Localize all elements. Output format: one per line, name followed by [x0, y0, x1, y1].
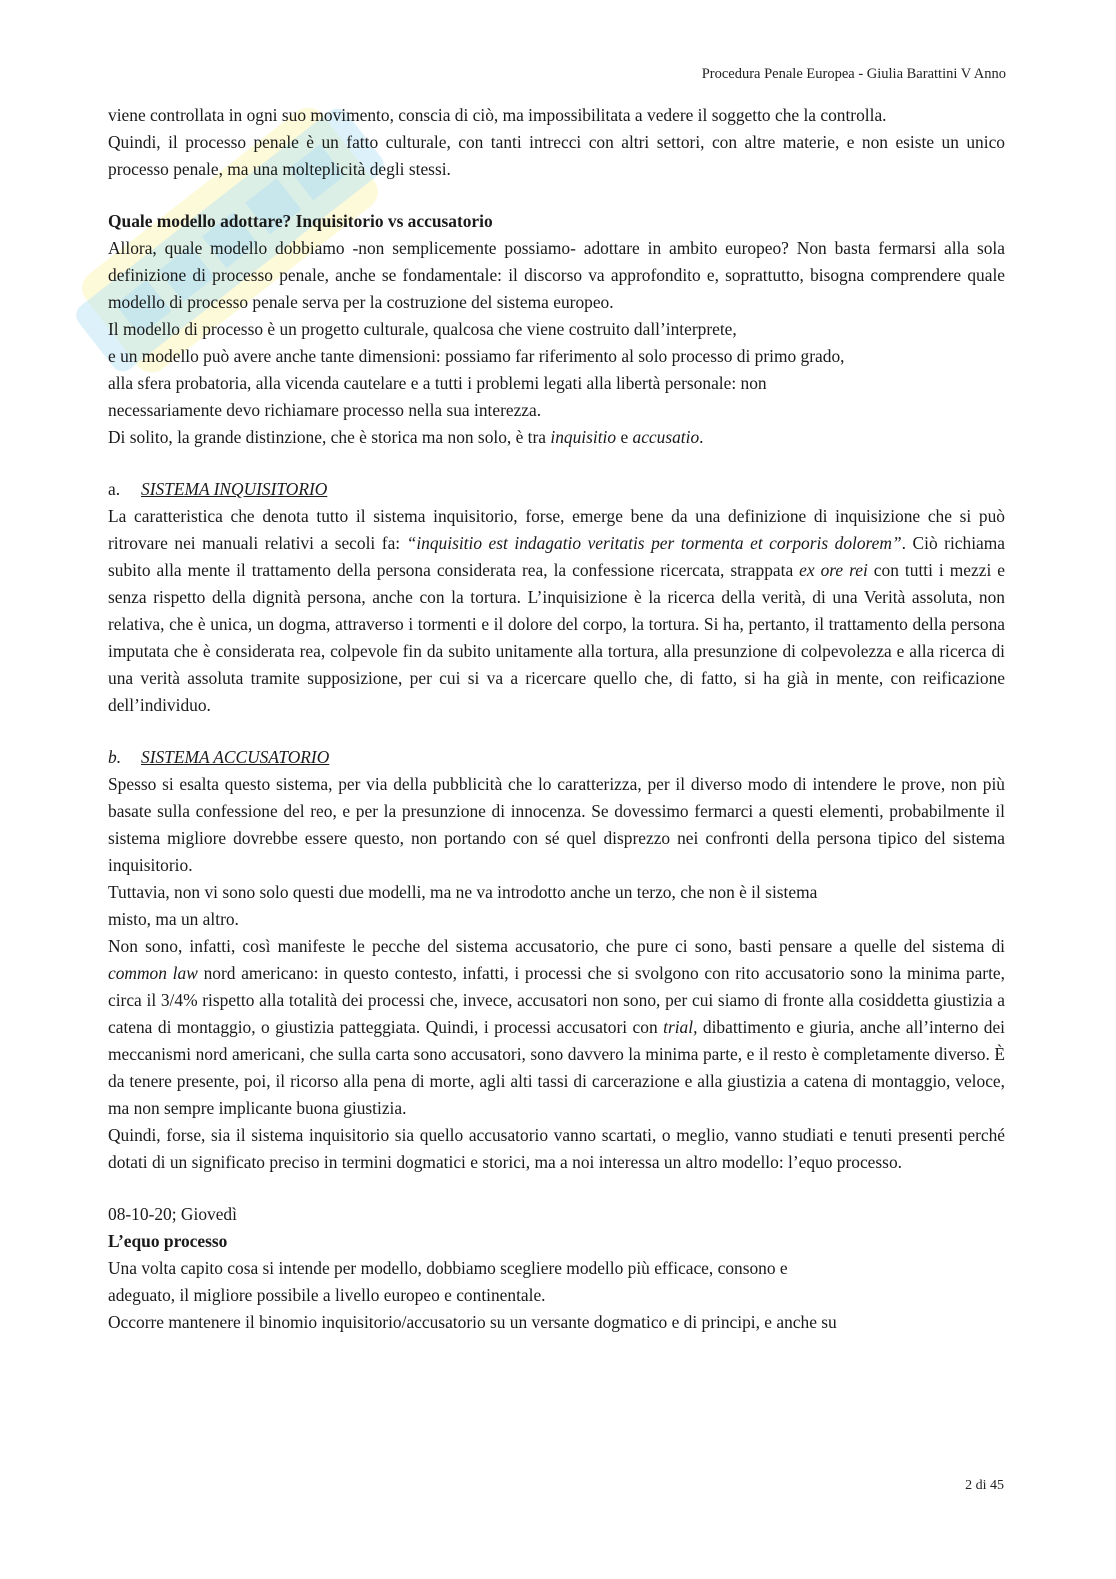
modello-paragraph-1: Allora, quale modello dobbiamo -non semplicemente possiamo- adottare in ambito europeo? Non basta fermarsi alla sola definizione di processo penale, anche se fondamentale: il discorso va approfondito e, soprattutto, bisogna comprendere quale modello di processo penale serva per la costruzione del sistema europeo.: [108, 238, 1005, 312]
latin-ex-ore-rei: ex ore rei: [799, 560, 868, 580]
modello-line-4: necessariamente devo richiamare processo nella sua interezza.: [108, 400, 542, 420]
modello-paragraph-3: [108, 424, 1005, 451]
intro-paragraph-2: Quindi, il processo penale è un fatto culturale, con tanti intrecci con altri settori, con altre materie, e non esiste un unico processo penale, ma una molteplicità degli stessi.: [108, 132, 1005, 179]
equo-line-1: Una volta capito cosa si intende per modello, dobbiamo scegliere modello più efficace, consono e: [108, 1258, 788, 1278]
running-header: Procedura Penale Europea - Giulia Barattini V Anno: [701, 66, 1006, 82]
page-number: 2 di 45: [965, 1478, 1004, 1493]
intro-paragraph-1: viene controllata in ogni suo movimento, conscia di ciò, ma impossibilitata a vedere il soggetto che la controlla.: [108, 105, 887, 125]
equo-line-2: adeguato, il migliore possibile a livello europeo e continentale.: [108, 1285, 546, 1305]
modello-p3-end: .: [699, 427, 704, 447]
lecture-date: 08-10-20; Giovedì: [108, 1204, 237, 1224]
modello-p3-mid: e: [616, 427, 633, 447]
section-heading-equo-processo: L’equo processo: [108, 1231, 228, 1251]
inquisitorio-text-3: con tutti i mezzi e senza rispetto della dignità persona, anche con la tortura. L’inquisizione è la ricerca della verità, di una Verità assoluta, non relativa, che è unica, un dogma, attraverso i tormenti e il dolore del corpo, la tortura. Si ha, pertanto, il trattamento della persona imputata che è considerata rea, colpevole fin da subito unitamente alla tortura, alla presunzione di colpevolezza e alla ricerca di una verità assoluta tramite supposizione, per cui si va a ricercare quello che, di fatto, si ha già in mente, con reificazione dell’individuo.: [108, 560, 1005, 715]
term-common-law: common law: [108, 963, 198, 983]
accusatorio-line-2: misto, ma un altro.: [108, 909, 239, 929]
subsection-heading-accusatorio: [108, 744, 1005, 771]
inquisitorio-paragraph: [108, 503, 1005, 719]
inquisitorio-text-2: . Ciò richiama subito alla mente il trattamento della persona considerata rea, la confessione ricercata, strappata: [108, 533, 1005, 580]
accusatorio-paragraph-1: Spesso si esalta questo sistema, per via della pubblicità che lo caratterizza, per il diverso modo di intendere le prove, non più basate sulla confessione del reo, e per la presunzione di innocenza. Se dovessimo fermarci a questi elementi, probabilmente il sistema migliore dovrebbe essere questo, non portando con sé quel disprezzo nei confronti della persona tipico del sistema inquisitorio.: [108, 774, 1005, 875]
accusatorio-p3-text-1: Non sono, infatti, così manifeste le pecche del sistema accusatorio, che pure ci sono, basti pensare a quelle del sistema di: [108, 936, 1005, 956]
modello-line-1: Il modello di processo è un progetto culturale, qualcosa che viene costruito dall’interprete,: [108, 319, 737, 339]
accusatorio-line-1: Tuttavia, non vi sono solo questi due modelli, ma ne va introdotto anche un terzo, che non è il sistema: [108, 882, 818, 902]
page-body: [108, 102, 1005, 1336]
accusatorio-paragraph-4: Quindi, forse, sia il sistema inquisitorio sia quello accusatorio vanno scartati, o meglio, vanno studiati e tenuti presenti perché dotati di un significato preciso in termini dogmatici e storici, ma a noi interessa un altro modello: l’equo processo.: [108, 1125, 1005, 1172]
subsection-title-accusatorio: SISTEMA ACCUSATORIO: [141, 747, 330, 767]
accusatorio-paragraph-3: [108, 933, 1005, 1122]
latin-quote: “inquisitio est indagatio veritatis per tormenta et corporis dolorem”: [406, 533, 902, 553]
section-heading-modello: Quale modello adottare? Inquisitorio vs accusatorio: [108, 211, 493, 231]
subsection-label-b: b.: [108, 747, 122, 767]
subsection-label-a: a.: [108, 479, 121, 499]
modello-line-2: e un modello può avere anche tante dimensioni: possiamo far riferimento al solo processo di primo grado,: [108, 346, 845, 366]
equo-line-3: Occorre mantenere il binomio inquisitorio/accusatorio su un versante dogmatico e di principi, e anche su: [108, 1312, 837, 1332]
accusatorio-p3-text-3: dibattimento e giuria, anche all’interno dei meccanismi nord americani, che sulla carta sono accusatori, sono davvero la minima parte, e il resto è completamente diverso. È da tenere presente, poi, il ricorso alla pena di morte, agli alti tassi di carcerazione e alla giustizia a catena di montaggio, veloce, ma non sempre implicante buona giustizia.: [108, 1017, 1005, 1118]
inquisitorio-text-1: La caratteristica che denota tutto il sistema inquisitorio, forse, emerge bene da una definizione di inquisizione che si può ritrovare nei manuali relativi a secoli fa:: [108, 506, 1005, 553]
modello-line-3: alla sfera probatoria, alla vicenda cautelare e a tutti i problemi legati alla libertà personale: non: [108, 373, 767, 393]
subsection-title-inquisitorio: SISTEMA INQUISITORIO: [141, 479, 328, 499]
subsection-heading-inquisitorio: [108, 476, 1005, 503]
term-accusatio: accusatio: [632, 427, 700, 447]
term-trial: trial,: [663, 1017, 698, 1037]
accusatorio-p3-text-2: nord americano: in questo contesto, infatti, i processi che si svolgono con rito accusatorio sono la minima parte, circa il 3/4% rispetto alla totalità dei processi che, invece, accusatori non sono, per cui siamo di fronte alla cosiddetta giustizia a catena di montaggio, o giustizia patteggiata. Quindi, i processi accusatori con: [108, 963, 1005, 1037]
modello-p3-text: Di solito, la grande distinzione, che è storica ma non solo, è tra: [108, 427, 551, 447]
term-inquisitio: inquisitio: [550, 427, 617, 447]
